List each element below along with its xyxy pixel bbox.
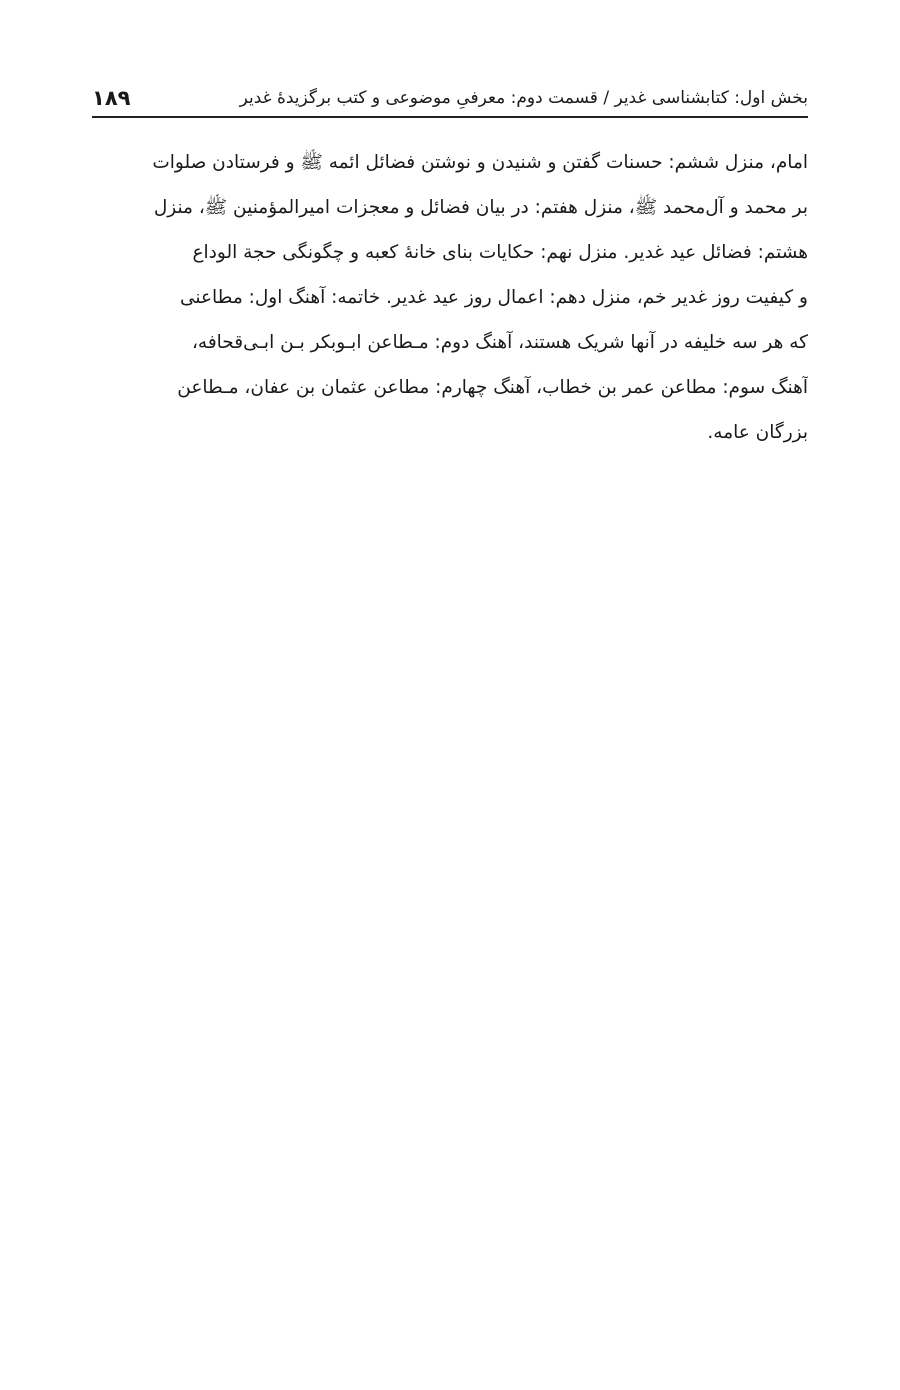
text-line: هشتم: فضائل عید غدیر. منزل نهم: حکایات بنای خانهٔ کعبه و چگونگی حجة الوداع bbox=[192, 242, 808, 263]
body-paragraph bbox=[92, 140, 808, 455]
header-title: بخش اول: کتابشناسی غدیر / قسمت دوم: معرفیِ موضوعی و کتب برگزیدهٔ غدیر bbox=[239, 88, 808, 108]
running-header bbox=[92, 70, 808, 118]
text-line: بر محمد و آل‌محمد ﷺ، منزل هفتم: در بیان فضائل و معجزات امیرالمؤمنین ﷺ، منزل bbox=[153, 197, 808, 218]
text-line: بزرگان عامه. bbox=[707, 422, 808, 443]
text-line: آهنگ سوم: مطاعن عمر بن خطاب، آهنگ چهارم: مطاعن عثمان بن عفان، مـطاعن bbox=[177, 377, 808, 398]
text-line: که هر سه خلیفه در آنها شریک هستند، آهنگ دوم: مـطاعن ابـوبکر بـن ابـی‌قحافه، bbox=[191, 332, 808, 353]
page-number: ۱۸۹ bbox=[92, 86, 131, 110]
text-line: امام، منزل ششم: حسنات گفتن و شنیدن و نوشتن فضائل ائمه ﷺ و فرستادن صلوات bbox=[152, 152, 808, 173]
text-line: و کیفیت روز غدیر خم، منزل دهم: اعمال روز عید غدیر. خاتمه: آهنگ اول: مطاعنی bbox=[179, 287, 808, 308]
